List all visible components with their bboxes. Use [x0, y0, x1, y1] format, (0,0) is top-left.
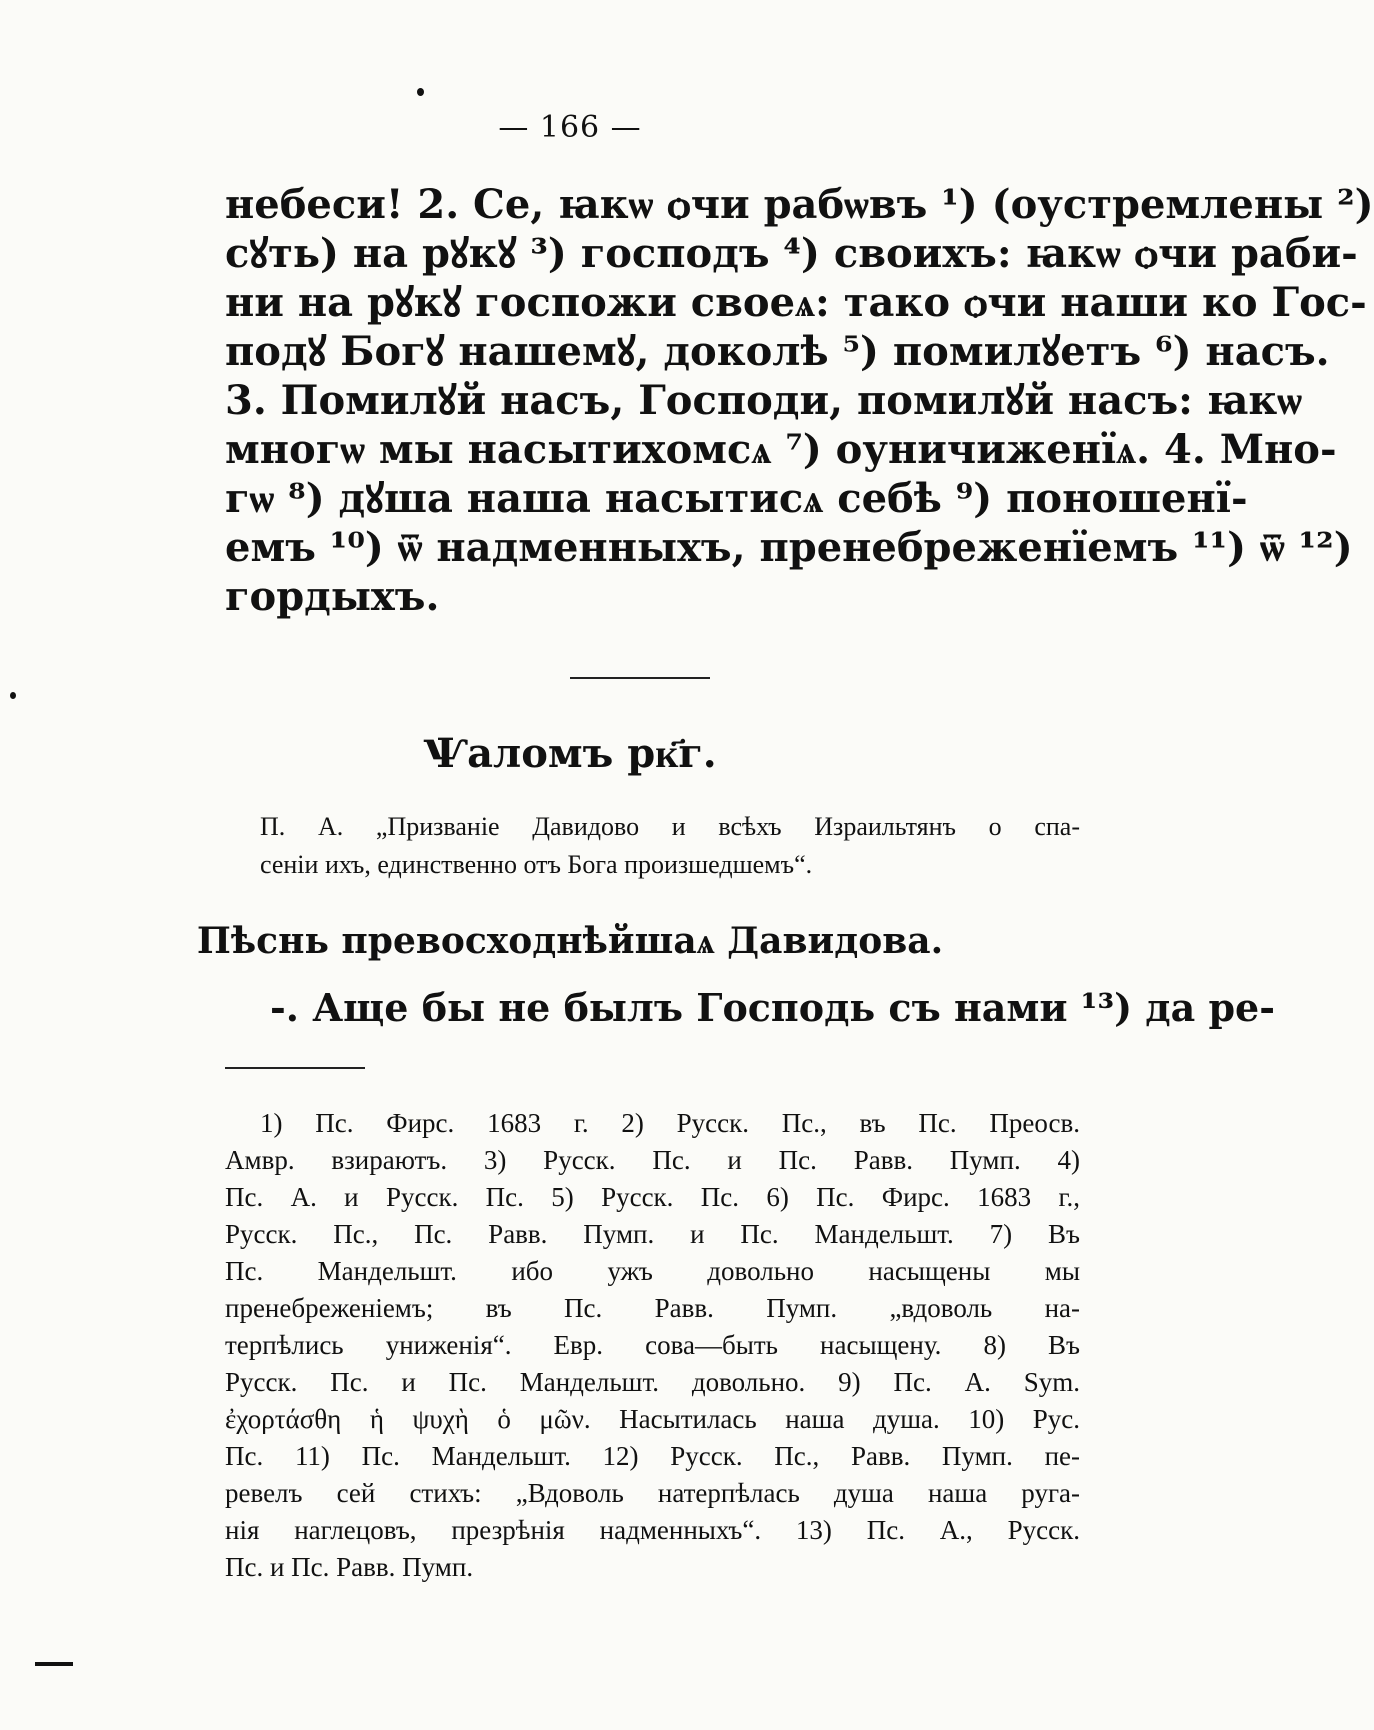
footnote-line: Пс. Мандельшт. ибо ужъ довольно насыщены мы: [225, 1256, 1080, 1286]
footnote-divider: [225, 1067, 365, 1069]
text-line: гѡ ⁸) дꙋша наша насытисѧ себѣ ⁹) поношенї-: [225, 475, 1248, 522]
text-line: ни на рꙋкꙋ госпожи своеѧ: тако ѻчи наши ко Гос-: [225, 279, 1367, 326]
footnote-line: Пс. А. и Русск. Пс. 5) Русск. Пс. 6) Пс. Фирс. 1683 г.,: [225, 1182, 1080, 1212]
ink-dot-mark: [10, 692, 16, 699]
footnotes-block: [225, 1105, 1080, 1586]
preface-line: П. А. „Призванiе Давидово и всѣхъ Израильтянъ о спа-: [260, 812, 1080, 841]
footnote-line: нiя наглецовъ, презрѣнiя надменныхъ“. 13) Пс. А., Русск.: [225, 1515, 1080, 1545]
footnote-line: ревелъ сей стихъ: „Вдоволь натерпѣлась душа наша руга-: [225, 1478, 1080, 1508]
footnote-line: пренебреженiемъ; въ Пс. Равв. Пумп. „вдоволь на-: [225, 1293, 1080, 1323]
ink-dash-mark: [35, 1662, 73, 1666]
ink-dot-mark: [417, 88, 424, 96]
footnote-line: ἐχορτάσθη ἡ ψυχὴ ὁ μῶν. Насытилась наша душа. 10) Рус.: [225, 1404, 1080, 1434]
section-divider: [570, 677, 710, 679]
text-line: гордыхъ.: [225, 573, 440, 620]
psalm-heading: Ѱаломъ рк҃г.: [423, 730, 717, 777]
preface-block: [260, 808, 1080, 884]
footnote-line: Русск. Пс. и Пс. Мандельшт. довольно. 9) Пс. А. Sym.: [225, 1367, 1080, 1397]
footnote-line: Пс. 11) Пс. Мандельшт. 12) Русск. Пс., Равв. Пумп. пе-: [225, 1441, 1080, 1471]
main-text-block: [225, 180, 1374, 621]
preface-line: сенiи ихъ, единственно отъ Бога произшедшемъ“.: [260, 850, 813, 879]
footnote-line: Амвр. взираютъ. 3) Русск. Пс. и Пс. Равв. Пумп. 4): [225, 1145, 1080, 1175]
text-line: небеси! 2. Се, ꙗкѡ ѻчи рабѡвъ ¹) (оустремлены ²): [225, 181, 1374, 228]
text-line: емъ ¹⁰) ѿ надменныхъ, пренебреженїемъ ¹¹) ѿ ¹²): [225, 524, 1353, 571]
text-line: подꙋ Богꙋ нашемꙋ, доколѣ ⁵) помилꙋетъ ⁶) насъ.: [225, 328, 1330, 375]
text-line: 3. Помилꙋй насъ, Господи, помилꙋй насъ: ꙗкѡ: [225, 377, 1303, 424]
footnote-line: 1) Пс. Фирс. 1683 г. 2) Русск. Пс., въ Пс. Преосв.: [260, 1108, 1080, 1138]
page-number: — 166 —: [498, 110, 642, 145]
footnote-line: Русск. Пс., Пс. Равв. Пумп. и Пс. Мандельшт. 7) Въ: [225, 1219, 1080, 1249]
text-line: сꙋть) на рꙋкꙋ ³) господъ ⁴) своихъ: ꙗкѡ ѻчи раби-: [225, 230, 1358, 277]
song-heading: Пѣснь превосходнѣйшаѧ Давидова.: [196, 920, 944, 962]
footnote-line: Пс. и Пс. Равв. Пумп.: [225, 1552, 474, 1582]
footnote-line: терпѣлись униженiя“. Евр. сова—быть насыщену. 8) Въ: [225, 1330, 1080, 1360]
text-line: многѡ мы насытихомсѧ ⁷) оуничиженїѧ. 4. Мно-: [225, 426, 1337, 473]
verse-start-line: -. Аще бы не былъ Господь съ нами ¹³) да ре-: [270, 985, 1275, 1030]
